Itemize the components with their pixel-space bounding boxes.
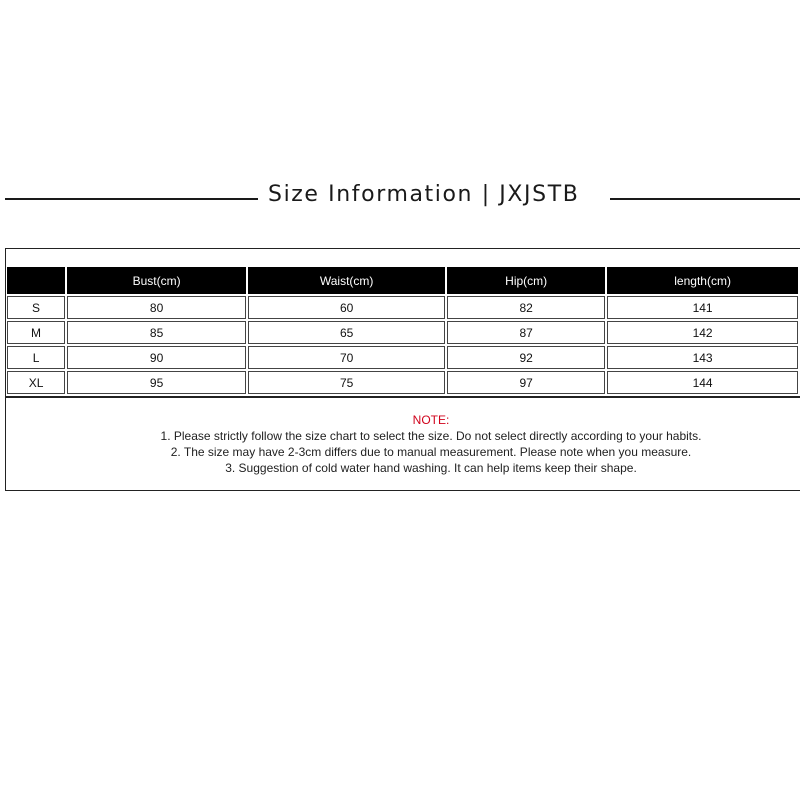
length-value: 144	[607, 371, 798, 394]
frame-divider	[5, 396, 800, 398]
note-line: 1. Please strictly follow the size chart to select the size. Do not select directly according to your habits.	[160, 429, 702, 443]
header-size	[7, 267, 65, 294]
hip-value: 97	[447, 371, 605, 394]
header-hip: Hip(cm)	[447, 267, 605, 294]
size-label: S	[7, 296, 65, 319]
title-row	[0, 180, 800, 214]
note-line: 2. The size may have 2-3cm differs due to manual measurement. Please note when you measure.	[170, 445, 692, 459]
size-label: XL	[7, 371, 65, 394]
table-row	[7, 296, 798, 319]
waist-value: 65	[248, 321, 445, 344]
length-value: 142	[607, 321, 798, 344]
size-label: M	[7, 321, 65, 344]
bust-value: 90	[67, 346, 246, 369]
note-line: 3. Suggestion of cold water hand washing. It can help items keep their shape.	[225, 461, 637, 475]
hip-value: 92	[447, 346, 605, 369]
length-value: 141	[607, 296, 798, 319]
title-divider-right	[610, 198, 800, 200]
hip-value: 82	[447, 296, 605, 319]
table-row	[7, 321, 798, 344]
size-label: L	[7, 346, 65, 369]
waist-value: 60	[248, 296, 445, 319]
title-divider-left	[5, 198, 258, 200]
table-row	[7, 346, 798, 369]
bust-value: 80	[67, 296, 246, 319]
page-title: Size Information | JXJSTB	[268, 182, 580, 207]
note-title: NOTE:	[412, 413, 450, 427]
hip-value: 87	[447, 321, 605, 344]
header-length: length(cm)	[607, 267, 798, 294]
bust-value: 95	[67, 371, 246, 394]
table-row	[7, 371, 798, 394]
bust-value: 85	[67, 321, 246, 344]
notes-section	[5, 412, 800, 476]
waist-value: 70	[248, 346, 445, 369]
length-value: 143	[607, 346, 798, 369]
table-header-row	[7, 267, 798, 294]
size-table	[5, 265, 800, 396]
header-bust: Bust(cm)	[67, 267, 246, 294]
waist-value: 75	[248, 371, 445, 394]
header-waist: Waist(cm)	[248, 267, 445, 294]
